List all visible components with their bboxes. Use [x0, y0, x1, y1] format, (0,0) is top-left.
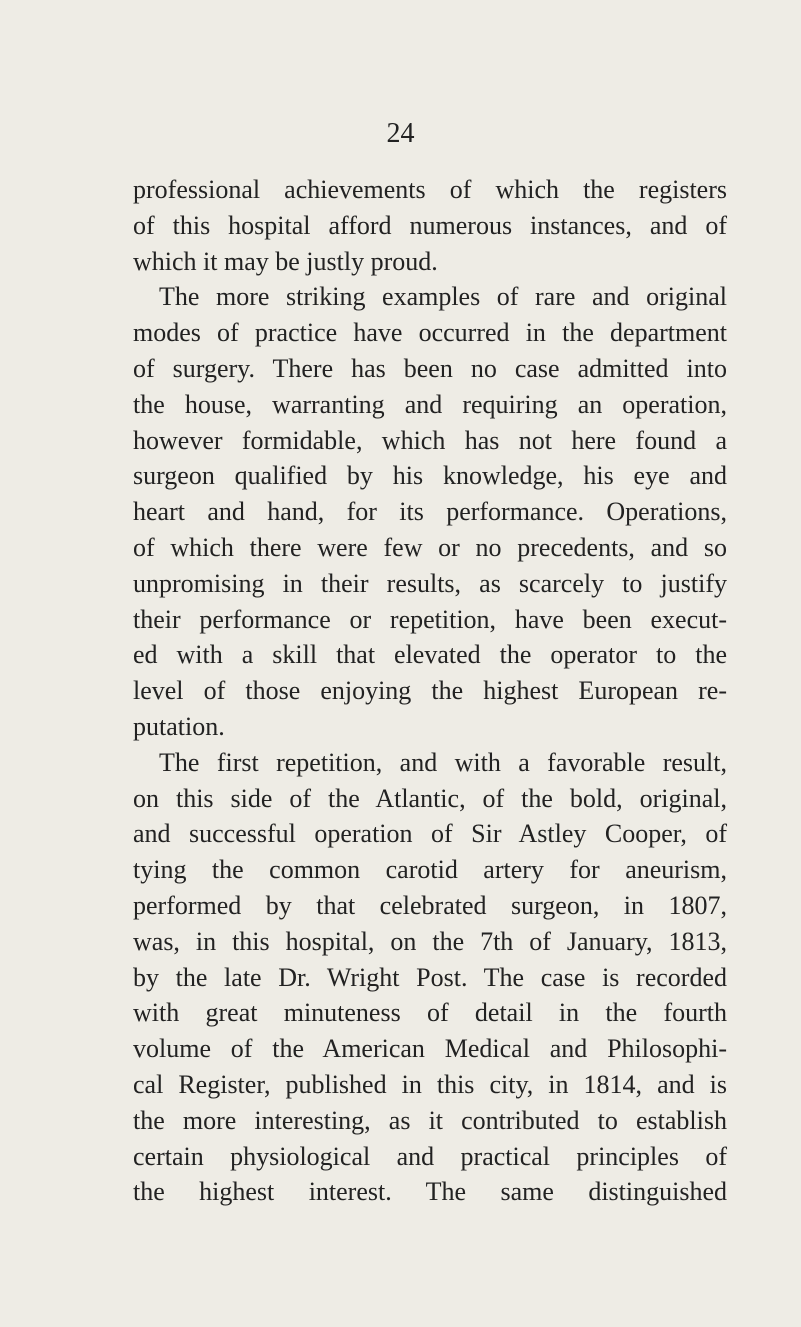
text-line: of which there were few or no precedents, and so	[133, 532, 727, 562]
text-line: of this hospital afford numerous instances, and of	[133, 210, 727, 240]
text-line: the house, warranting and requiring an operation,	[133, 389, 727, 419]
text-line: which it may be justly proud.	[133, 246, 438, 276]
text-line: cal Register, published in this city, in 1814, and is	[133, 1069, 727, 1099]
text-line: professional achievements of which the registers	[133, 175, 727, 204]
text-line: the highest interest. The same distinguished	[133, 1177, 727, 1207]
text-line: of surgery. There has been no case admitted into	[133, 353, 727, 383]
text-line: certain physiological and practical principles of	[133, 1141, 727, 1171]
text-line: tying the common carotid artery for aneurism,	[133, 855, 727, 885]
text-line: by the late Dr. Wright Post. The case is recorded	[133, 962, 727, 992]
text-line: level of those enjoying the highest European re-	[133, 676, 727, 706]
text-line: and successful operation of Sir Astley Cooper, of	[133, 819, 727, 849]
text-line: on this side of the Atlantic, of the bold, original,	[133, 783, 727, 813]
text-line: unpromising in their results, as scarcely to justify	[133, 568, 727, 598]
text-line: however formidable, which has not here found a	[133, 425, 727, 455]
text-line: was, in this hospital, on the 7th of January, 1813,	[133, 926, 727, 956]
text-line: performed by that celebrated surgeon, in 1807,	[133, 890, 727, 920]
body-text	[133, 172, 727, 1210]
text-line: volume of the American Medical and Philosophi-	[133, 1034, 727, 1064]
text-line: putation.	[133, 711, 225, 741]
text-line: the more interesting, as it contributed to establish	[133, 1105, 727, 1135]
text-line: The first repetition, and with a favorable result,	[159, 747, 727, 777]
text-line: ed with a skill that elevated the operator to the	[133, 640, 727, 670]
text-line: their performance or repetition, have been execut-	[133, 604, 727, 634]
text-line: The more striking examples of rare and original	[159, 282, 727, 312]
text-line: surgeon qualified by his knowledge, his eye and	[133, 461, 727, 491]
text-line: with great minuteness of detail in the fourth	[133, 998, 727, 1028]
page-number: 24	[386, 118, 415, 149]
text-line: modes of practice have occurred in the department	[133, 318, 727, 348]
text-line: heart and hand, for its performance. Operations,	[133, 497, 727, 527]
